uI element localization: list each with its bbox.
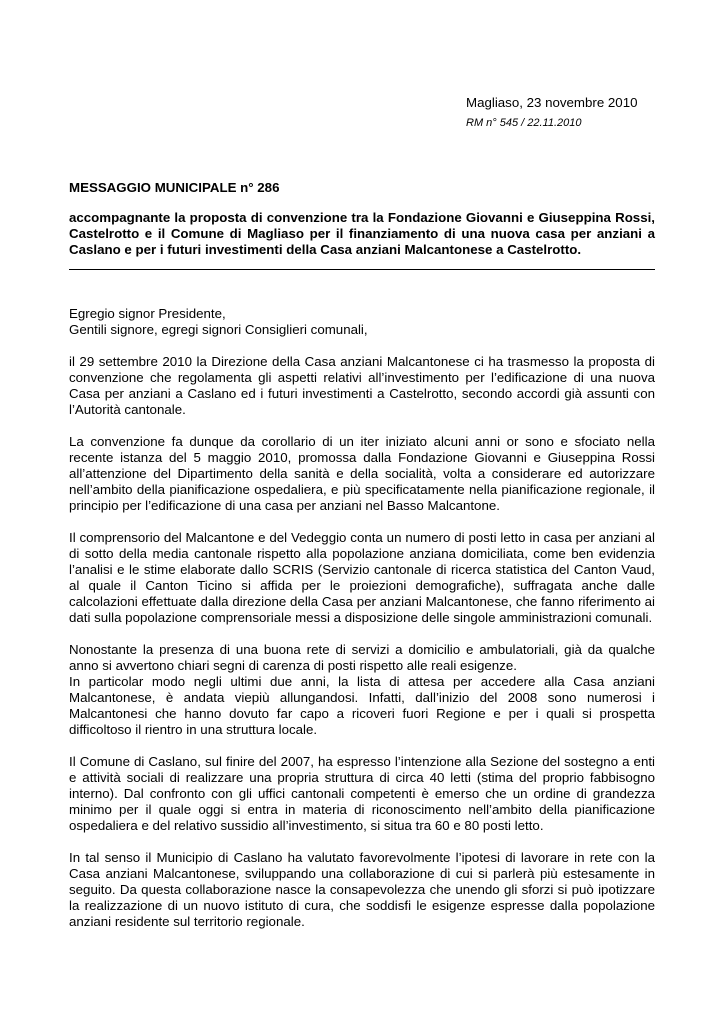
paragraph-6: Il Comune di Caslano, sul finire del 2007, ha espresso l’intenzione alla Sezione del sostegno a enti e attività sociali di realizzare una propria struttura di circa 40 letti (stima del proprio fabbisogno interno). Dal confronto con gli uffici cantonali competenti è emerso che un ordine di grandezza minimo per il quale oggi si entra in materia di riconoscimento nell’ambito della pianificazione ospedaliera e del relativo sussidio all’investimento, si situa tra 60 e 80 posti letto. [69,754,655,833]
paragraph-5: In particolar modo negli ultimi due anni, la lista di attesa per accedere alla Casa anziani Malcantonese, è andata viepiù allungandosi. Infatti, dall’inizio del 2008 sono numerosi i Malcantonesi che hanno dovuto far capo a ricoveri fuori Regione e per i quali si prospetta difficoltoso il rientro in una struttura locale. [69,674,655,737]
message-subject: accompagnante la proposta di convenzione tra la Fondazione Giovanni e Giuseppina Rossi, Castelrotto e il Comune di Magliaso per il finanziamento di una nuova casa per anziani a Caslano e per i futuri investimenti della Casa anziani Malcantonese a Castelrotto. [69,210,655,257]
salutation-line-1: Egregio signor Presidente, [69,306,226,321]
paragraph-1: il 29 settembre 2010 la Direzione della Casa anziani Malcantonese ci ha trasmesso la proposta di convenzione che regolamenta gli aspetti relativi all’investimento per l’edificazione di una nuova Casa per anziani a Caslano ed i futuri investimenti a Castelrotto, secondo accordi già assunti con l’Autorità cantonale. [69,354,655,417]
salutation-line-2: Gentili signore, egregi signori Consiglieri comunali, [69,322,368,337]
protocol-reference: RM n° 545 / 22.11.2010 [466,117,582,129]
place-date: Magliaso, 23 novembre 2010 [466,95,638,110]
letter-header [466,94,706,131]
paragraph-3: Il comprensorio del Malcantone e del Vedeggio conta un numero di posti letto in casa per anziani al di sotto della media cantonale rispetto alla popolazione anziana domiciliata, come ben evidenzia l’analisi e le stime elaborate dallo SCRIS (Servizio cantonale di ricerca statistica del Canton Vaud, al quale il Canton Ticino si affida per le proiezioni demografiche), suffragata anche dalle calcolazioni effettuate dalla direzione della Casa per anziani Malcantonese, che fanno riferimento ai dati sulla popolazione comprensoriale messi a disposizione delle singole amministrazioni comunali. [69,530,655,625]
letter-body [69,306,655,946]
paragraph-7: In tal senso il Municipio di Caslano ha valutato favorevolmente l’ipotesi di lavorare in rete con la Casa anziani Malcantonese, sviluppando una collaborazione di cui si parlerà più estesamente in seguito. Da questa collaborazione nasce la consapevolezza che unendo gli sforzi si può ipotizzare la realizzazione di un nuovo istituto di cura, che soddisfi le esigenze espresse dalla popolazione anziani residente sul territorio regionale. [69,850,655,929]
message-title: MESSAGGIO MUNICIPALE n° 286 [69,180,280,195]
paragraph-2: La convenzione fa dunque da corollario di un iter iniziato alcuni anni or sono e sfociato nella recente istanza del 5 maggio 2010, promossa dalla Fondazione Giovanni e Giuseppina Rossi all’attenzione del Dipartimento della sanità e della socialità, volta a considerare ed autorizzare nell’ambito della pianificazione ospedaliera, e più specificatamente nella pianificazione regionale, il principio per l’edificazione di una casa per anziani nel Basso Malcantone. [69,434,655,513]
paragraph-4: Nonostante la presenza di una buona rete di servizi a domicilio e ambulatoriali, già da qualche anno si avvertono chiari segni di carenza di posti rispetto alle reali esigenze. [69,642,655,673]
title-divider [69,269,655,270]
